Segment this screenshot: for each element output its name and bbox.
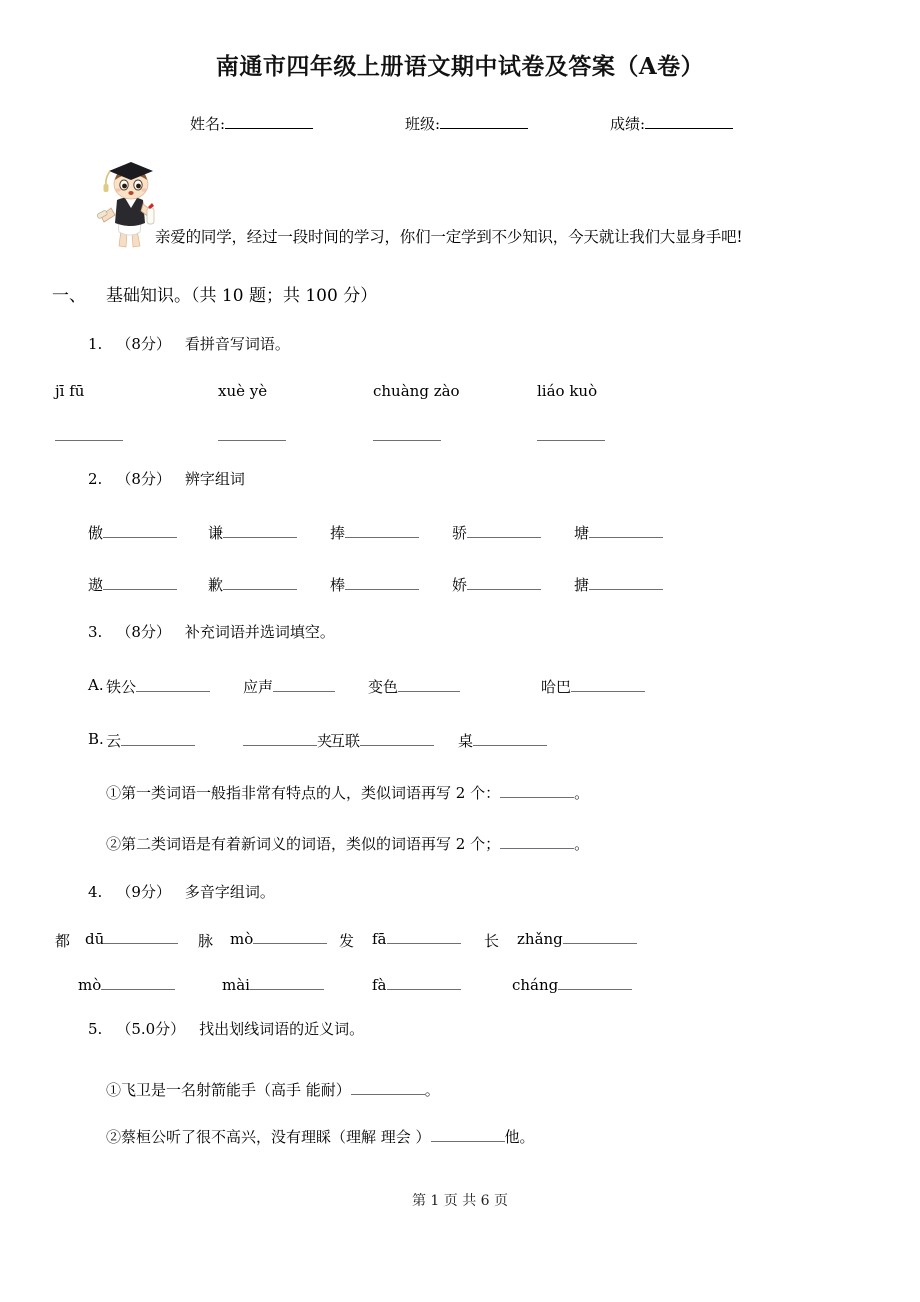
question-2-heading: [88, 468, 245, 489]
name-blank[interactable]: [225, 115, 313, 129]
q3-a-word-1: 铁公: [106, 678, 137, 696]
q4-r1-pinyin-4: zhǎng: [517, 930, 563, 948]
question-3-points: （8分）: [116, 623, 171, 641]
q3-b-label: B.: [88, 730, 104, 748]
q3-b-word-4: 桌: [458, 732, 474, 750]
q2-r2-char-2: 歉: [208, 576, 224, 594]
question-5-prompt: 找出划线词语的近义词。: [199, 1020, 365, 1038]
q3-a-item-4[interactable]: [541, 676, 645, 697]
question-1-answer-row: [0, 427, 920, 453]
q1-answer-blank-2[interactable]: [218, 427, 286, 445]
question-5-sub-1: [106, 1079, 440, 1100]
question-5-sub-2: [106, 1126, 535, 1147]
q2-r1-item-3[interactable]: [330, 522, 419, 543]
question-1-points: （8分）: [116, 335, 171, 353]
q3-sub1-blank[interactable]: [500, 784, 574, 798]
q3-b-item-2[interactable]: [243, 730, 332, 751]
question-4-row-1: [0, 930, 920, 956]
q2-r2-item-1[interactable]: [88, 574, 177, 595]
question-3-sub-2: [106, 833, 589, 854]
q4-char-2: 脉: [198, 932, 214, 950]
pinyin-2: xuè yè: [218, 382, 268, 400]
q4-r1-item-4[interactable]: [517, 930, 637, 948]
q3-b-word-3: 互联: [330, 732, 361, 750]
score-label: 成绩:: [610, 115, 646, 133]
class-blank[interactable]: [440, 115, 528, 129]
q5-sub2-text: ②蔡桓公听了很不高兴，没有理睬（理解 理会 ）: [106, 1128, 431, 1146]
q3-a-item-2[interactable]: [243, 676, 335, 697]
q2-r1-item-5[interactable]: [574, 522, 663, 543]
q1-answer-blank-3[interactable]: [373, 427, 441, 445]
question-5-heading: [88, 1018, 364, 1039]
question-1-prompt: 看拼音写词语。: [184, 335, 290, 353]
q4-r2-item-4[interactable]: [512, 976, 632, 994]
q2-r2-char-1: 遨: [88, 576, 104, 594]
question-5-points: （5.0分）: [116, 1020, 186, 1038]
q3-sub1-period: 。: [574, 784, 590, 802]
q4-r2-pinyin-2: mài: [222, 976, 250, 994]
page-footer: 第 1 页 共 6 页: [411, 1193, 509, 1209]
q3-sub1-text: ①第一类词语一般指非常有特点的人，类似词语再写 2 个：: [106, 784, 501, 802]
pinyin-3: chuàng zào: [373, 382, 460, 400]
q4-char-3: 发: [339, 932, 355, 950]
q5-sub2-tail: 他。: [504, 1128, 535, 1146]
question-4-prompt: 多音字组词。: [184, 883, 275, 901]
question-2-points: （8分）: [116, 470, 171, 488]
question-2-number: 2.: [88, 470, 103, 488]
q4-r1-item-3[interactable]: [372, 930, 461, 948]
pinyin-1: jī fū: [55, 382, 85, 400]
q2-r2-char-3: 棒: [330, 576, 346, 594]
q4-r2-pinyin-3: fà: [372, 976, 387, 994]
q5-sub1-text: ①飞卫是一名射箭能手（高手 能耐）: [106, 1081, 351, 1099]
q2-r1-item-4[interactable]: [452, 522, 541, 543]
q2-r1-char-1: 傲: [88, 524, 104, 542]
q3-a-item-1[interactable]: [106, 676, 210, 697]
question-4-row-2: [0, 976, 920, 1002]
class-label: 班级:: [405, 115, 441, 133]
q3-a-word-4: 哈巴: [541, 678, 572, 696]
q2-r2-item-3[interactable]: [330, 574, 419, 595]
question-4-number: 4.: [88, 883, 103, 901]
q3-a-label: A.: [88, 676, 104, 694]
q3-b-item-4[interactable]: [458, 730, 547, 751]
question-4-points: （9分）: [116, 883, 171, 901]
q3-b-item-3[interactable]: [330, 730, 434, 751]
pinyin-4: liáo kuò: [537, 382, 598, 400]
question-3-line-b: [0, 730, 920, 756]
q2-r1-char-3: 捧: [330, 524, 346, 542]
q2-r2-char-5: 搪: [574, 576, 590, 594]
section-title: 基础知识。: [106, 286, 191, 306]
q2-r1-char-4: 骄: [452, 524, 468, 542]
class-field[interactable]: [405, 113, 528, 134]
section-meta: （共 10 题；共 100 分）: [191, 286, 378, 306]
section-number: 一、: [52, 286, 86, 306]
name-label: 姓名:: [190, 115, 226, 133]
question-1-number: 1.: [88, 335, 103, 353]
q2-r2-item-2[interactable]: [208, 574, 297, 595]
q3-sub2-text: ②第二类词语是有着新词义的词语，类似的词语再写 2 个；: [106, 835, 501, 853]
page-title: 南通市四年级上册语文期中试卷及答案（A卷）: [215, 53, 705, 80]
q4-r1-pinyin-3: fā: [372, 930, 387, 948]
q4-r1-item-1[interactable]: [85, 930, 178, 948]
greeting-text: 亲爱的同学，经过一段时间的学习，你们一定学到不少知识，今天就让我们大显身手吧!: [155, 228, 743, 246]
q2-r2-item-5[interactable]: [574, 574, 663, 595]
question-3-line-a: [0, 676, 920, 702]
q4-r2-item-3[interactable]: [372, 976, 461, 994]
q2-r1-char-2: 谦: [208, 524, 224, 542]
q4-char-4: 长: [484, 932, 500, 950]
q3-sub2-period: 。: [574, 835, 590, 853]
question-5-number: 5.: [88, 1020, 103, 1038]
question-2-row-1: [0, 522, 920, 548]
q1-answer-blank-4[interactable]: [537, 427, 605, 445]
q3-b-word-2: 夹: [317, 732, 333, 750]
q4-r1-pinyin-2: mò: [230, 930, 254, 948]
q3-a-word-3: 变色: [368, 678, 399, 696]
q4-r1-pinyin-1: dū: [85, 930, 105, 948]
q4-r2-item-2[interactable]: [222, 976, 324, 994]
score-field[interactable]: [610, 113, 733, 134]
q2-r2-item-4[interactable]: [452, 574, 541, 595]
q5-sub1-blank[interactable]: [351, 1081, 425, 1095]
question-3-sub-1: [106, 782, 589, 803]
q4-r2-pinyin-1: mò: [78, 976, 102, 994]
q4-char-1: 都: [55, 932, 71, 950]
q2-r1-item-2[interactable]: [208, 522, 297, 543]
q2-r1-char-5: 塘: [574, 524, 590, 542]
question-3-prompt: 补充词语并选词填空。: [184, 623, 335, 641]
name-field[interactable]: [190, 113, 313, 134]
question-2-row-2: [0, 574, 920, 600]
question-1-pinyin-row: [0, 382, 920, 408]
section-heading: [52, 281, 377, 306]
q4-r2-item-1[interactable]: [78, 976, 175, 994]
q3-a-item-3[interactable]: [368, 676, 460, 697]
q2-r1-item-1[interactable]: [88, 522, 177, 543]
q5-sub1-period: 。: [424, 1081, 440, 1099]
q4-r1-item-2[interactable]: [230, 930, 327, 948]
question-4-heading: [88, 881, 275, 902]
q3-b-item-1[interactable]: [106, 730, 195, 751]
q3-a-word-2: 应声: [243, 678, 274, 696]
question-2-prompt: 辨字组词: [184, 470, 245, 488]
q1-answer-blank-1[interactable]: [55, 427, 123, 445]
score-blank[interactable]: [645, 115, 733, 129]
q2-r2-char-4: 娇: [452, 576, 468, 594]
q4-r2-pinyin-4: cháng: [512, 976, 559, 994]
q3-sub2-blank[interactable]: [500, 835, 574, 849]
question-3-heading: [88, 621, 335, 642]
q3-b-word-1: 云: [106, 732, 122, 750]
question-3-number: 3.: [88, 623, 103, 641]
question-1-heading: [88, 333, 290, 354]
q5-sub2-blank[interactable]: [431, 1128, 505, 1142]
